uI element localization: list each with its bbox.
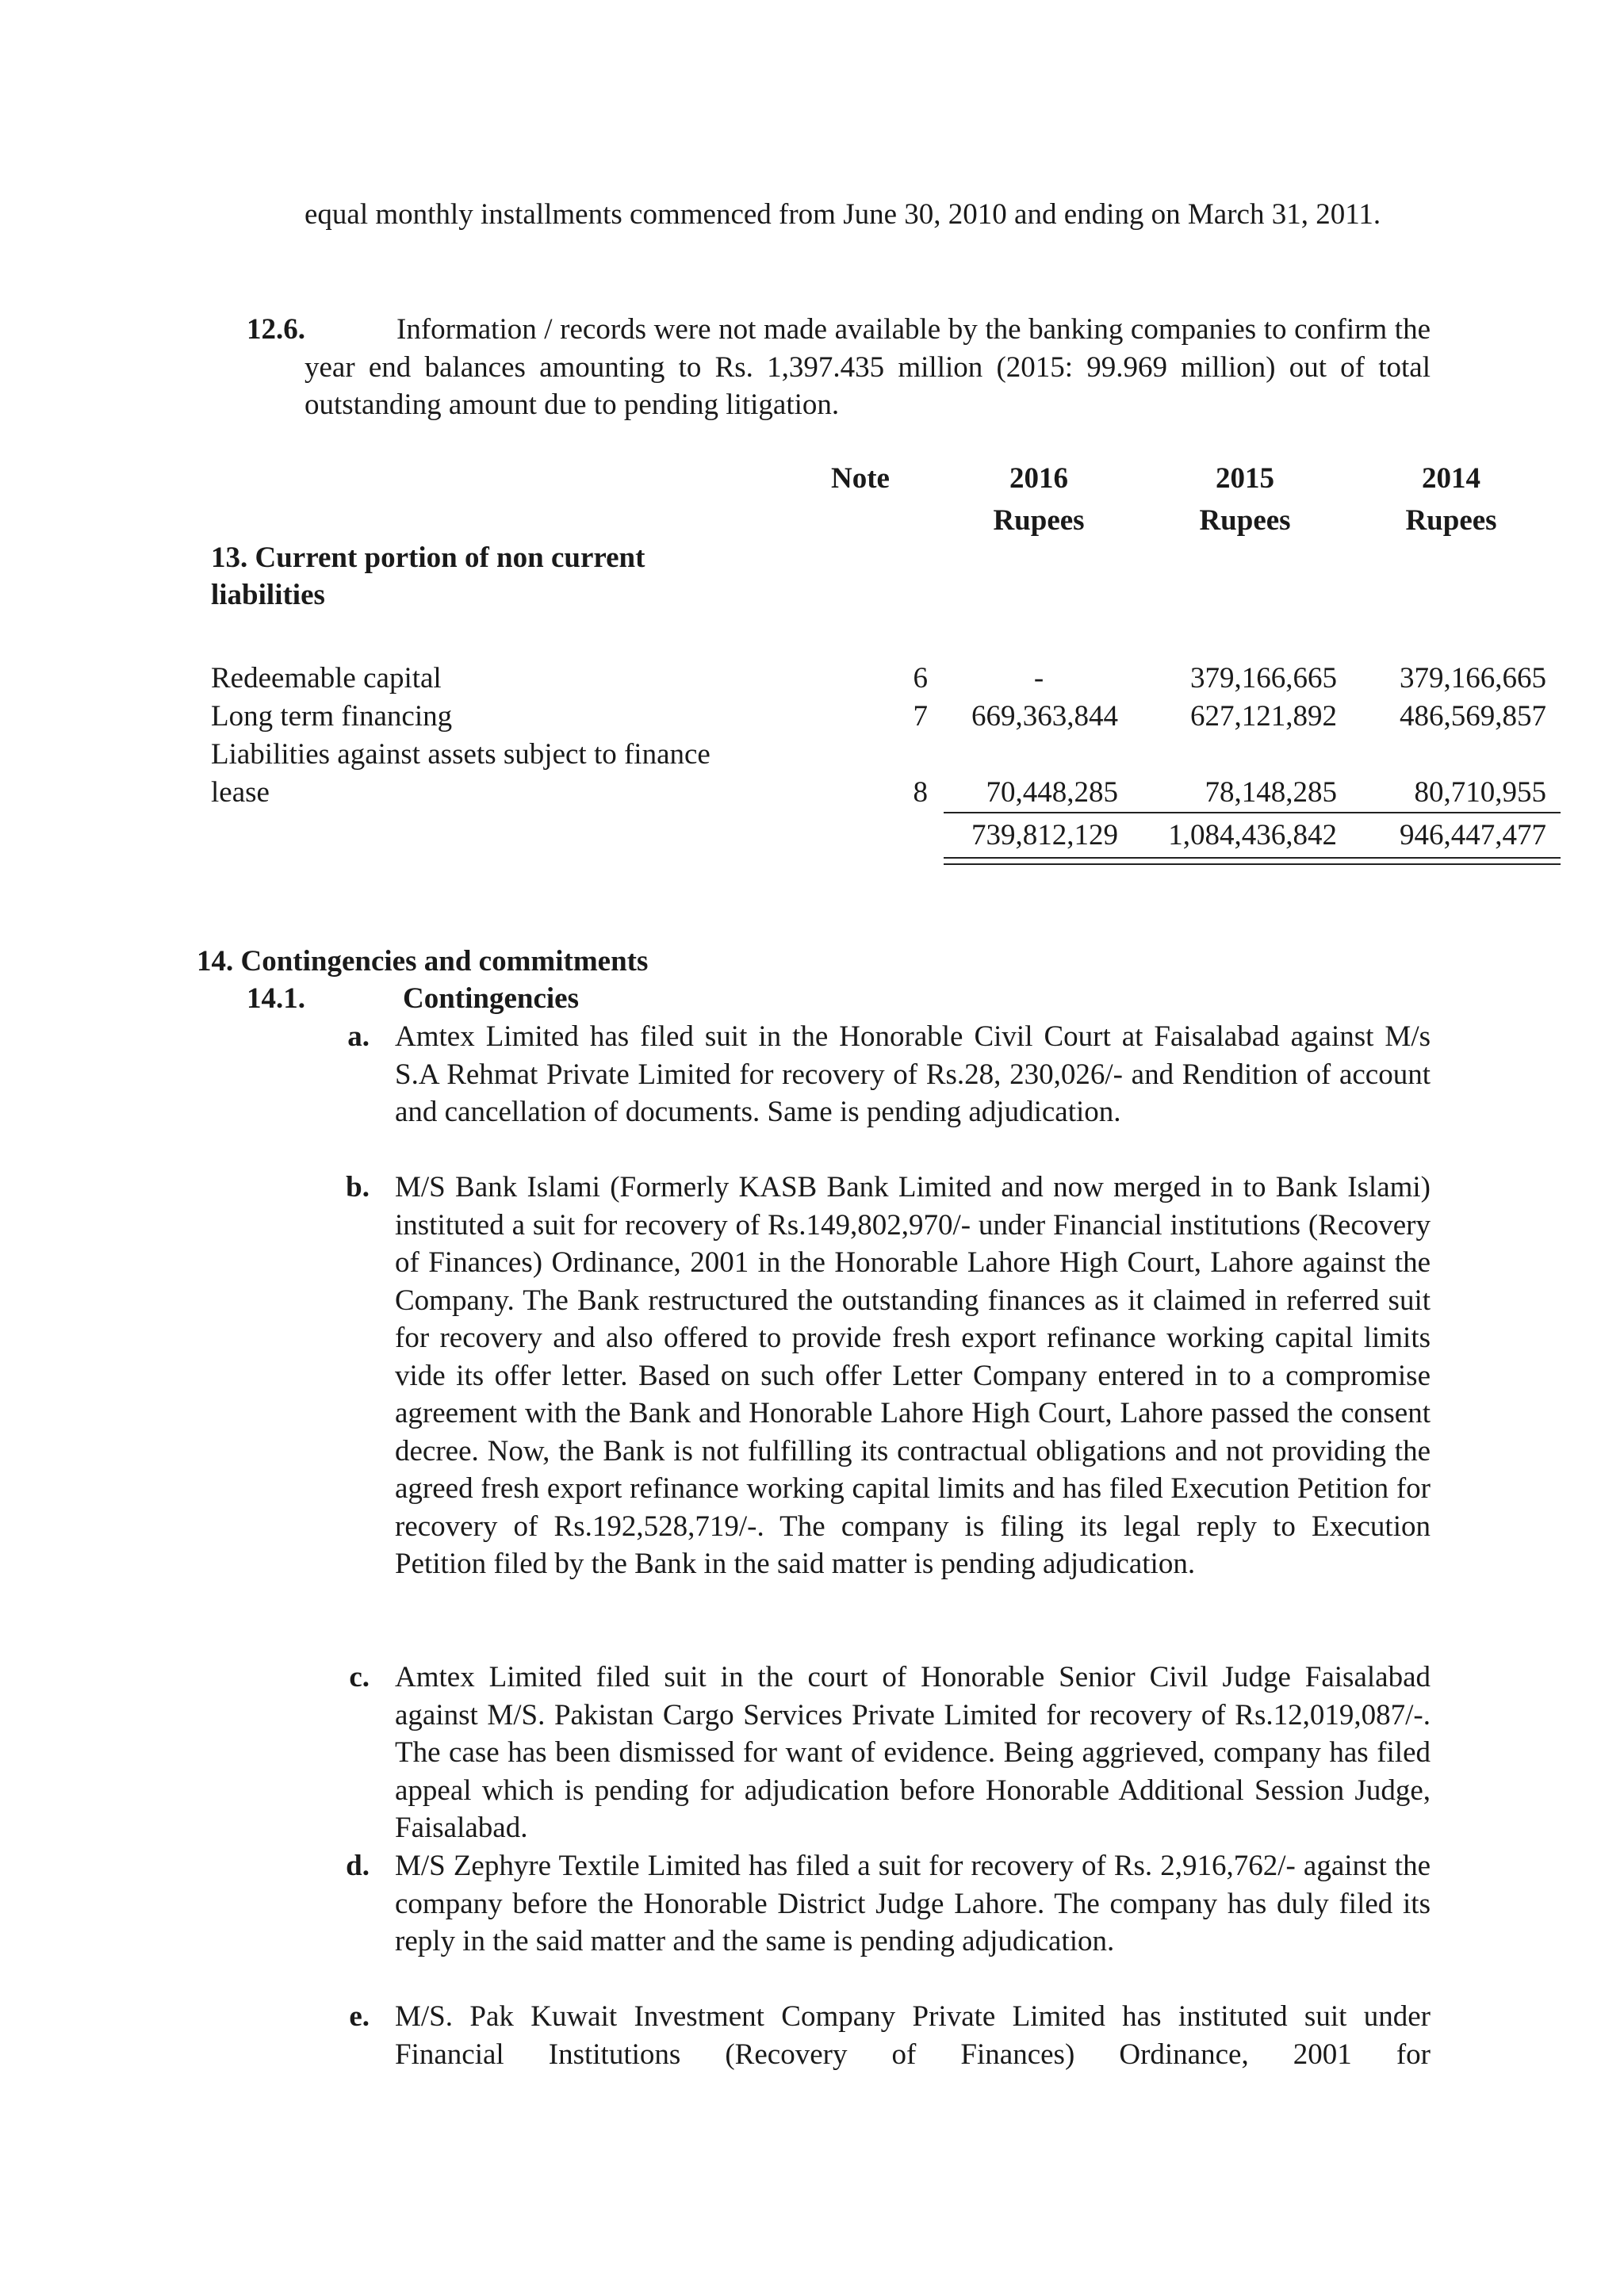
item-d-letter: d. (346, 1850, 370, 1882)
section-14-1-number: 14.1. (247, 982, 305, 1015)
row-long-term-financing-2015: 627,121,892 (1190, 700, 1337, 733)
item-b-text: M/S Bank Islami (Formerly KASB Bank Limited and now merged in to Bank Islami) instituted a suit for recovery of Rs.149,802,970/- under Financial institutions (Recovery of Finances) Ordinance, 2001 in the Honorable Lahore High Court, Lahore against the Company. The Bank restructured the outstanding finances as it claimed in referred suit for recovery and also offered to provide fresh export refinance working capital limits vide its offer letter. Based on such offer Letter Company entered in to a compromise agreement with the Bank and Honorable Lahore High Court, Lahore passed the consent decree. Now, the Bank is not fulfilling its contractual obligations and not providing the agreed fresh export refinance working capital limits and has filed Execution Petition for recovery of Rs.192,528,719/-. The company is filing its legal reply to Execution Petition filed by the Bank in the said matter is pending adjudication. (395, 1171, 1431, 1580)
row-redeemable-capital-2014: 379,166,665 (1400, 662, 1546, 695)
item-d-text: M/S Zephyre Textile Limited has filed a suit for recovery of Rs. 2,916,762/- against the company before the Honorable District Judge Lahore. The company has duly filed its reply in the said matter and the same is pending adjudication. (395, 1850, 1431, 1957)
item-c-letter: c. (349, 1661, 370, 1693)
row-redeemable-capital-2016: - (1033, 662, 1044, 695)
item-e-text: M/S. Pak Kuwait Investment Company Private Limited has instituted suit under Financial Institutions (Recovery of Finances) Ordinance, 2001 for (395, 2000, 1431, 2071)
col-header-2014-unit: Rupees (1405, 504, 1497, 537)
item-b-letter: b. (346, 1171, 370, 1203)
row-lease-liabilities-2014: 80,710,955 (1414, 776, 1546, 809)
total-double-rule-top (944, 857, 1561, 859)
note-12-6-text: Information / records were not made available by the banking companies to confirm the year end balances amounting to Rs. 1,397.435 million (2015: 99.969 million) out of total outstanding amount due to pending litigation. (304, 313, 1431, 421)
row-redeemable-capital-2015: 379,166,665 (1190, 662, 1337, 695)
row-lease-liabilities-note: 8 (913, 776, 928, 809)
row-lease-liabilities-label-cont: lease (211, 776, 270, 809)
continuation-paragraph: equal monthly installments commenced from June 30, 2010 and ending on March 31, 2011. (304, 198, 1381, 231)
total-2015: 1,084,436,842 (1168, 819, 1337, 851)
row-redeemable-capital-note: 6 (913, 662, 928, 695)
row-redeemable-capital-label: Redeemable capital (211, 662, 442, 695)
section-14-1-title: Contingencies (403, 982, 579, 1015)
col-header-2014: 2014 (1422, 462, 1480, 495)
col-header-2016: 2016 (1009, 462, 1068, 495)
item-e-letter: e. (349, 2000, 370, 2033)
section-13-title: 13. Current portion of non current (211, 541, 645, 574)
col-header-note: Note (831, 462, 890, 495)
item-c-text: Amtex Limited filed suit in the court of Honorable Senior Civil Judge Faisalabad against M/S. Pakistan Cargo Services Private Limited for recovery of Rs.12,019,087/-. The case has been dismissed for want of evidence. Being aggrieved, company has filed appeal which is pending for adjudication before Honorable Additional Session Judge, Faisalabad. (395, 1661, 1431, 1844)
row-lease-liabilities-2015: 78,148,285 (1205, 776, 1337, 809)
item-a-text: Amtex Limited has filed suit in the Honorable Civil Court at Faisalabad against M/s S.A Rehmat Private Limited for recovery of Rs.28, 230,026/- and Rendition of account and cancellation of documents. Same is pending adjudication. (395, 1020, 1431, 1128)
total-2014: 946,447,477 (1400, 819, 1546, 851)
note-12-6-number: 12.6. (247, 313, 305, 346)
item-a-letter: a. (347, 1020, 370, 1053)
section-14-title: 14. Contingencies and commitments (197, 945, 649, 978)
total-double-rule-bottom (944, 863, 1561, 865)
row-long-term-financing-note: 7 (913, 700, 928, 733)
col-header-2016-unit: Rupees (993, 504, 1085, 537)
total-2016: 739,812,129 (971, 819, 1118, 851)
row-long-term-financing-label: Long term financing (211, 700, 453, 733)
subtotal-rule (944, 812, 1561, 813)
row-long-term-financing-2014: 486,569,857 (1400, 700, 1546, 733)
row-lease-liabilities-label: Liabilities against assets subject to finance (211, 738, 710, 771)
col-header-2015: 2015 (1216, 462, 1274, 495)
row-long-term-financing-2016: 669,363,844 (971, 700, 1118, 733)
section-13-title-cont: liabilities (211, 579, 325, 611)
col-header-2015-unit: Rupees (1199, 504, 1291, 537)
row-lease-liabilities-2016: 70,448,285 (986, 776, 1118, 809)
